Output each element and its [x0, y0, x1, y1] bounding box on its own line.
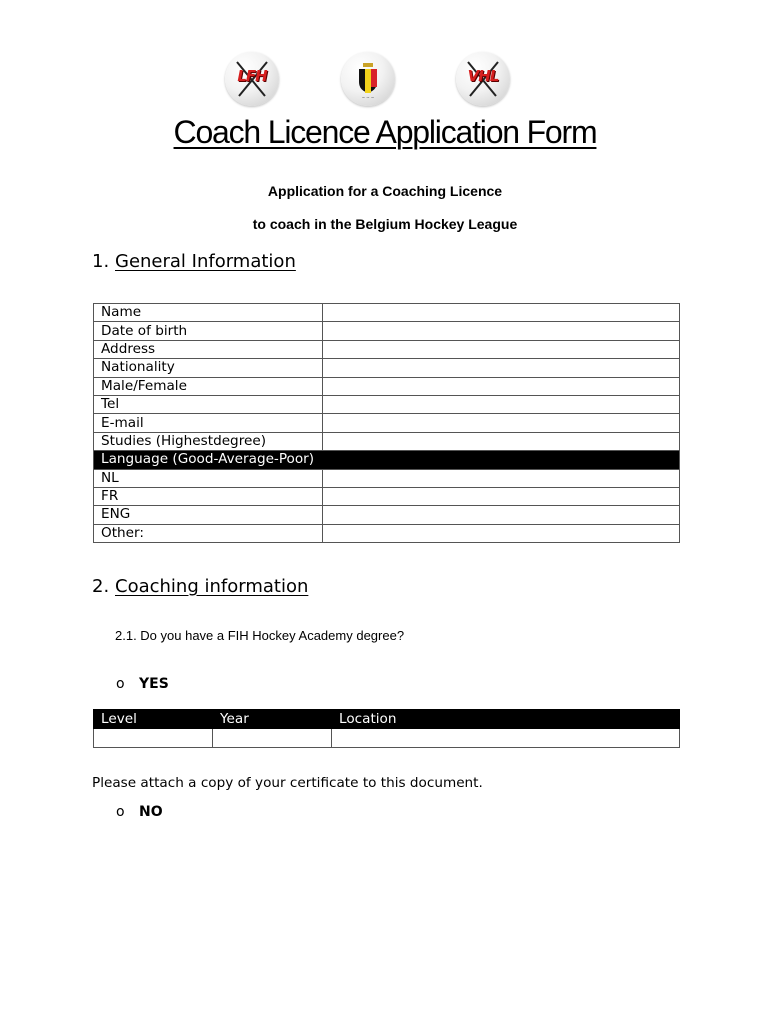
location-column-header: Location — [332, 710, 680, 729]
table-row — [94, 359, 680, 377]
field-label: Tel — [94, 395, 323, 413]
attach-certificate-note: Please attach a copy of your certificate to this document. — [92, 775, 483, 791]
field-value-cell[interactable] — [323, 487, 680, 505]
field-label: Address — [94, 340, 323, 358]
field-label: ENG — [94, 506, 323, 524]
field-value-cell[interactable] — [323, 432, 680, 450]
field-label: E-mail — [94, 414, 323, 432]
field-label: Date of birth — [94, 322, 323, 340]
form-title: Coach Licence Application Form — [173, 114, 597, 150]
field-value-cell[interactable] — [323, 304, 680, 322]
section-title: General Information — [115, 251, 296, 272]
table-row — [94, 451, 680, 469]
fih-degree-question: 2.1. Do you have a FIH Hockey Academy degree? — [115, 628, 405, 643]
year-column-header: Year — [213, 710, 332, 729]
no-option[interactable] — [116, 804, 163, 820]
table-row — [94, 729, 680, 748]
vhl-logo — [456, 52, 510, 106]
general-information-table — [93, 303, 680, 543]
section-title: Coaching information — [115, 576, 309, 597]
rbhf-logo — [341, 52, 395, 106]
field-label: Name — [94, 304, 323, 322]
table-header-row — [94, 710, 680, 729]
form-subtitle-line1: Application for a Coaching Licence — [267, 183, 503, 199]
table-row — [94, 340, 680, 358]
field-label: FR — [94, 487, 323, 505]
field-label: Male/Female — [94, 377, 323, 395]
location-input-cell[interactable] — [332, 729, 680, 748]
table-row — [94, 469, 680, 487]
table-row — [94, 304, 680, 322]
section-general-information-heading — [92, 251, 296, 272]
radio-circle-icon[interactable]: o — [116, 804, 125, 820]
table-row — [94, 377, 680, 395]
form-subtitle-line2: to coach in the Belgium Hockey League — [252, 216, 518, 232]
table-row — [94, 487, 680, 505]
yes-option-label: YES — [139, 676, 169, 692]
field-value-cell[interactable] — [323, 414, 680, 432]
lfh-logo-text: LFH — [237, 67, 267, 85]
field-value-cell[interactable] — [323, 340, 680, 358]
field-value-cell[interactable] — [323, 506, 680, 524]
table-row — [94, 524, 680, 542]
field-label: Studies (Highestdegree) — [94, 432, 323, 450]
field-value-cell[interactable] — [323, 469, 680, 487]
level-input-cell[interactable] — [94, 729, 213, 748]
crest-icon — [341, 52, 395, 106]
table-row — [94, 506, 680, 524]
vhl-logo-text: VHL — [467, 67, 499, 85]
section-number: 1. — [92, 251, 110, 272]
language-subheader: Language (Good-Average-Poor) — [94, 451, 680, 469]
field-value-cell[interactable] — [323, 322, 680, 340]
field-value-cell[interactable] — [323, 359, 680, 377]
table-row — [94, 322, 680, 340]
table-row — [94, 432, 680, 450]
radio-circle-icon[interactable]: o — [116, 676, 125, 692]
table-row — [94, 414, 680, 432]
field-value-cell[interactable] — [323, 377, 680, 395]
field-label: NL — [94, 469, 323, 487]
year-input-cell[interactable] — [213, 729, 332, 748]
field-label: Nationality — [94, 359, 323, 377]
degree-details-table — [93, 709, 680, 748]
section-coaching-information-heading — [92, 576, 308, 597]
level-column-header: Level — [94, 710, 213, 729]
table-row — [94, 395, 680, 413]
field-value-cell[interactable] — [323, 524, 680, 542]
field-label: Other: — [94, 524, 323, 542]
yes-option[interactable] — [116, 676, 169, 692]
lfh-logo — [225, 52, 279, 106]
field-value-cell[interactable] — [323, 395, 680, 413]
section-number: 2. — [92, 576, 110, 597]
no-option-label: NO — [139, 804, 163, 820]
svg-text:~ ~ ~: ~ ~ ~ — [361, 95, 375, 100]
